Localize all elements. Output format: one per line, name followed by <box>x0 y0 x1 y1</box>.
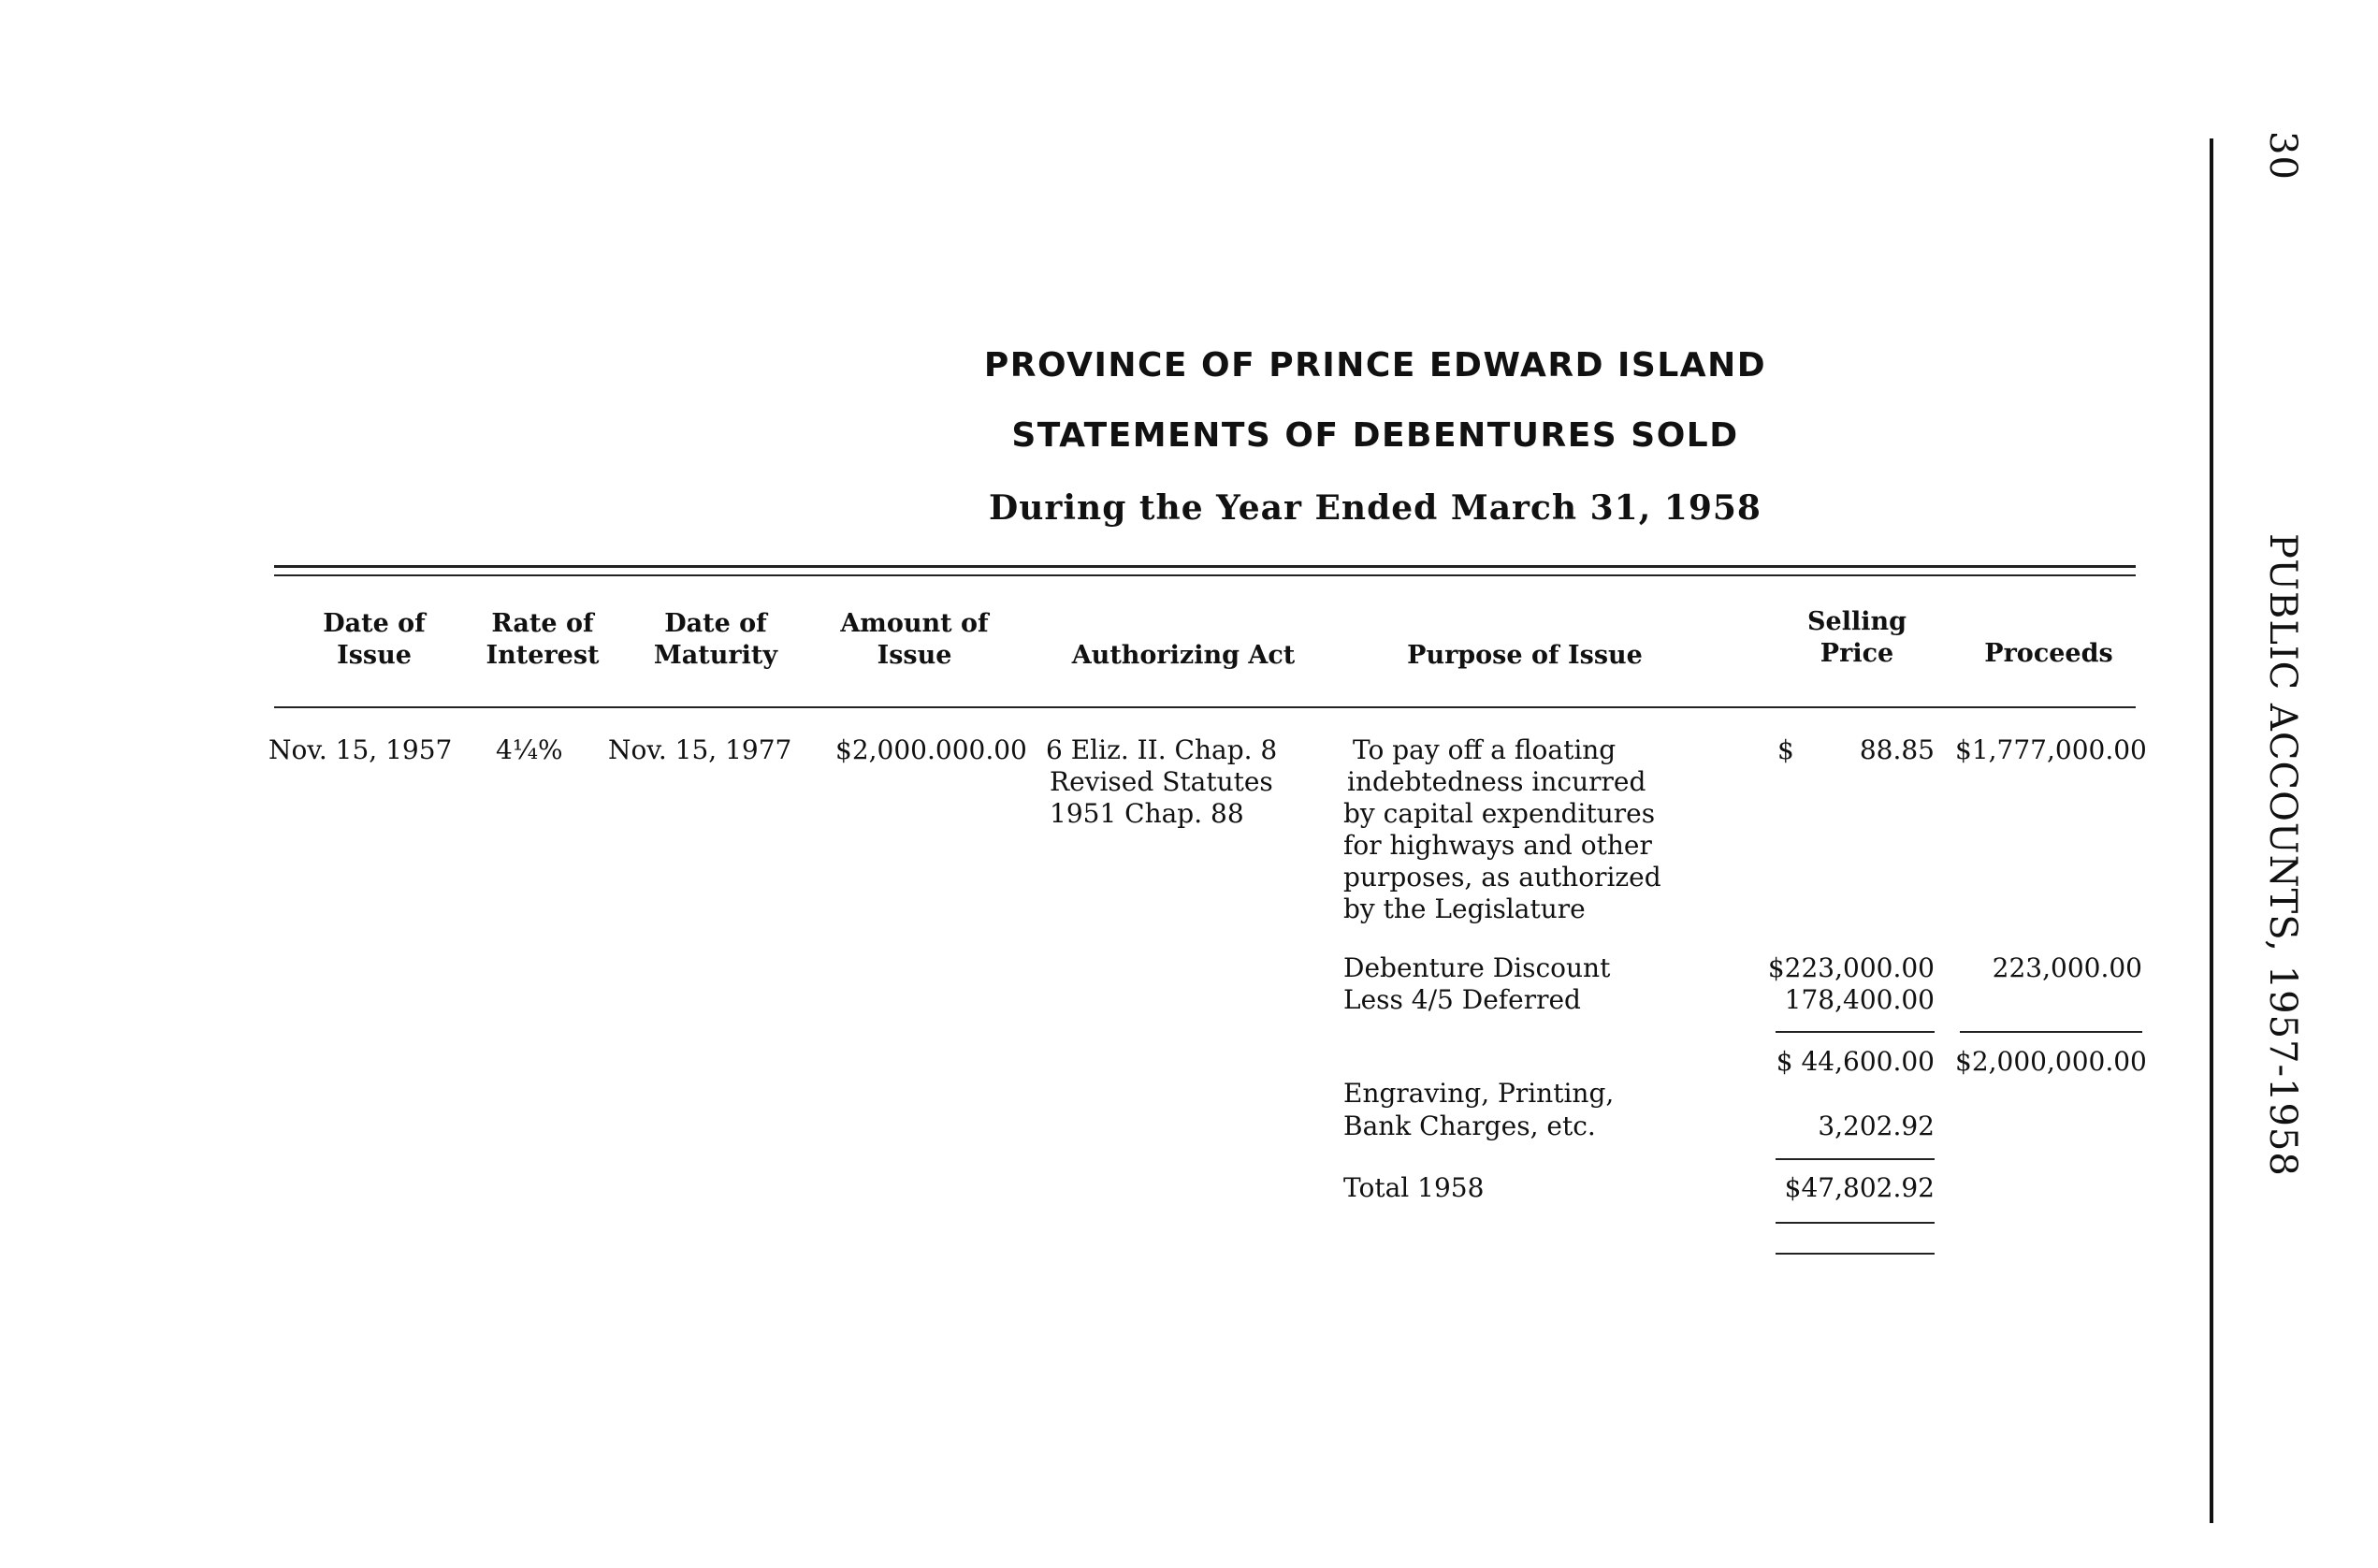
margin-rule <box>2210 138 2213 1523</box>
col-header-proceeds: Proceeds <box>1984 639 2113 668</box>
charges-label-1: Engraving, Printing, <box>1343 1078 1615 1109</box>
header-rule-top <box>274 565 2136 568</box>
col-header-act: Authorizing Act <box>1071 641 1296 670</box>
col-header-purpose: Purpose of Issue <box>1407 641 1643 670</box>
total-double-rule-2 <box>1776 1253 1935 1255</box>
purpose-line: for highways and other <box>1343 830 1652 861</box>
cell-rate: 4¼% <box>496 734 563 765</box>
title-period: During the Year Ended March 31, 1958 <box>989 488 1762 528</box>
col-header-amount: Amount of Issue <box>840 609 989 670</box>
header-rule-top-2 <box>274 574 2136 576</box>
col-header-date-issue: Date of Issue <box>323 609 426 670</box>
cell-price-symbol: $ <box>1777 734 1794 765</box>
act-line: 1951 Chap. 88 <box>1050 798 1244 829</box>
cell-amount: $2,000.000.00 <box>835 734 1027 765</box>
subtotal-rule-price <box>1776 1031 1935 1033</box>
purpose-line: by the Legislature <box>1343 893 1586 924</box>
purpose-line: by capital expenditures <box>1343 798 1656 829</box>
cell-price: 88.85 <box>1859 734 1935 765</box>
header-rule-bottom <box>274 706 2136 708</box>
total-label: Total 1958 <box>1343 1172 1485 1203</box>
act-line: Revised Statutes <box>1050 766 1273 797</box>
total-value: $47,802.92 <box>1784 1172 1935 1203</box>
act-line: 6 Eliz. II. Chap. 8 <box>1046 734 1278 765</box>
charges-value: 3,202.92 <box>1818 1111 1935 1141</box>
discount-proceeds: 223,000.00 <box>1992 952 2142 983</box>
col-header-maturity: Date of Maturity <box>653 609 778 670</box>
col-header-price: Selling Price <box>1807 607 1907 668</box>
cell-proceeds: $1,777,000.00 <box>1955 734 2147 765</box>
discount-label: Debenture Discount <box>1343 952 1611 983</box>
subtotal-value: $ 44,600.00 <box>1776 1046 1935 1077</box>
deferred-label: Less 4/5 Deferred <box>1343 984 1581 1015</box>
page-number: 30 <box>2261 131 2304 181</box>
total-rule <box>1776 1158 1935 1160</box>
cell-maturity: Nov. 15, 1977 <box>608 734 792 765</box>
title-province: PROVINCE OF PRINCE EDWARD ISLAND <box>983 346 1767 385</box>
subtotal-rule-proceeds <box>1960 1031 2142 1033</box>
title-statement: STATEMENTS OF DEBENTURES SOLD <box>1011 416 1739 455</box>
running-head: PUBLIC ACCOUNTS, 1957-1958 <box>2261 533 2304 1177</box>
deferred-value: 178,400.00 <box>1784 984 1935 1015</box>
discount-value: $223,000.00 <box>1767 952 1935 983</box>
charges-label-2: Bank Charges, etc. <box>1343 1111 1596 1141</box>
subtotal-proceeds: $2,000,000.00 <box>1955 1046 2147 1077</box>
col-header-rate: Rate of Interest <box>486 609 600 670</box>
purpose-line: To pay off a floating <box>1353 734 1617 765</box>
purpose-line: indebtedness incurred <box>1347 766 1646 797</box>
purpose-line: purposes, as authorized <box>1343 862 1661 893</box>
total-double-rule-1 <box>1776 1222 1935 1224</box>
cell-date-issue: Nov. 15, 1957 <box>268 734 453 765</box>
